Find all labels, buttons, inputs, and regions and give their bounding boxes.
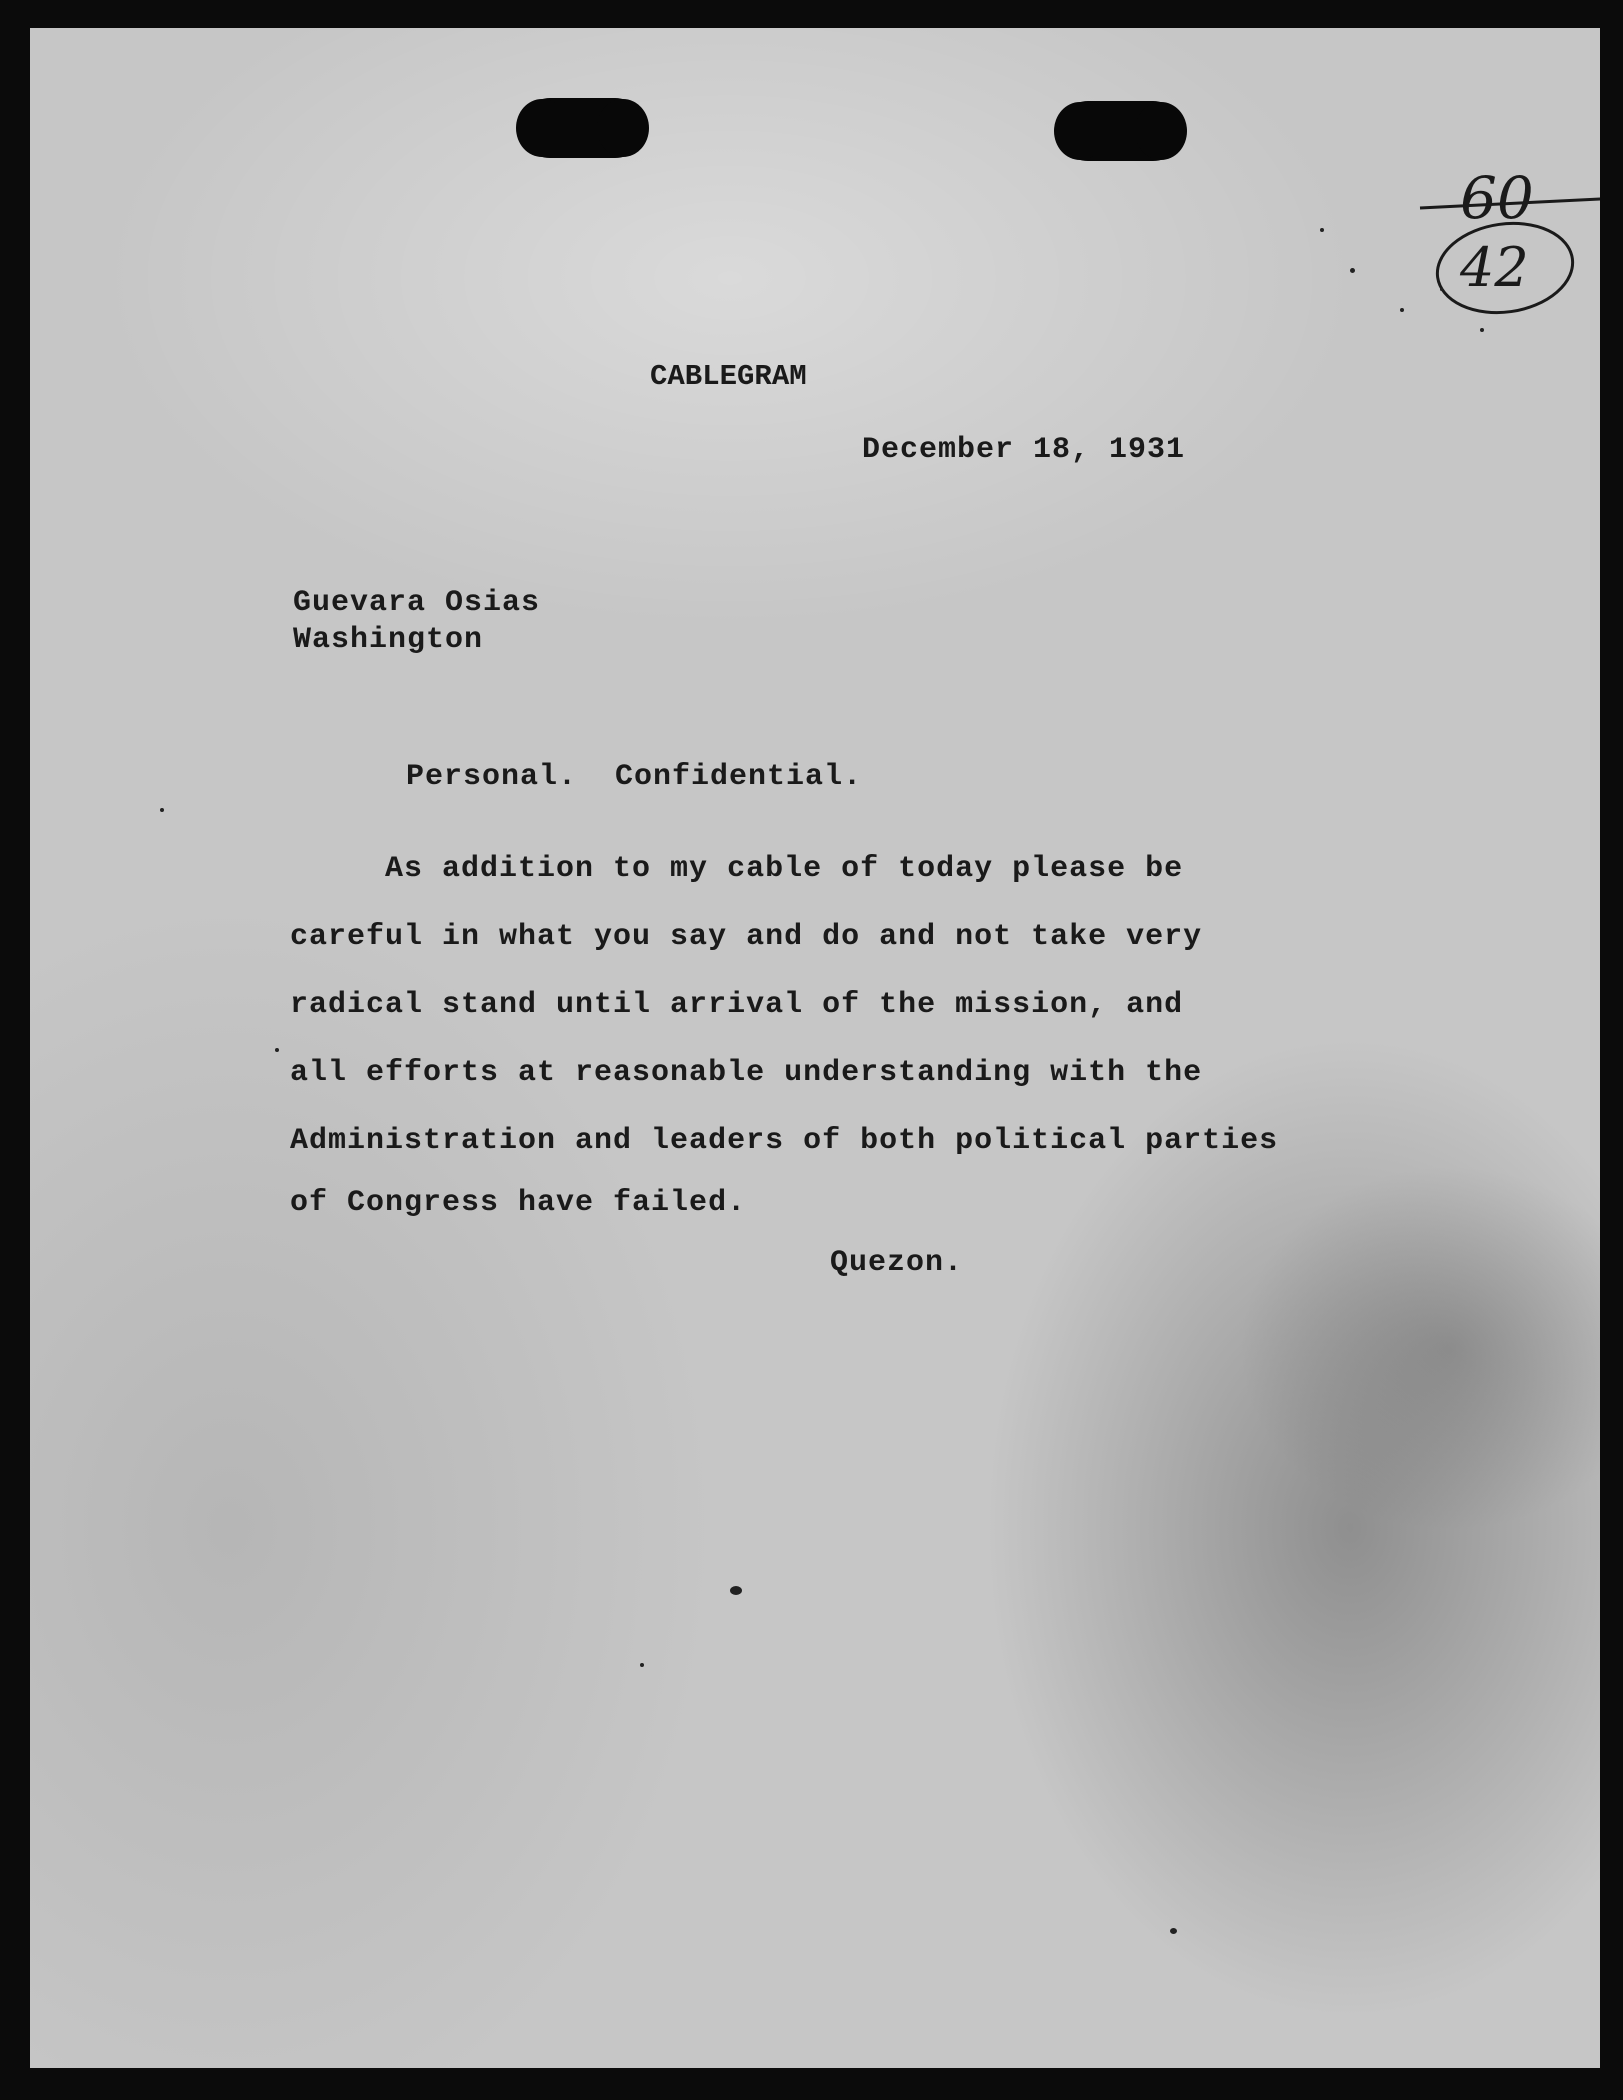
body-line: radical stand until arrival of the mission, and — [290, 988, 1184, 1022]
body-line: careful in what you say and do and not take very — [290, 920, 1203, 954]
recipient-name: Guevara Osias — [293, 586, 541, 620]
signature: Quezon. — [830, 1246, 964, 1280]
body-line: As addition to my cable of today please be — [290, 852, 1184, 886]
punch-hole-left — [520, 98, 645, 158]
circled-page-number: 42 — [1460, 236, 1529, 299]
salutation: Personal. Confidential. — [406, 760, 863, 794]
document-date: December 18, 1931 — [862, 433, 1186, 467]
recipient-place: Washington — [293, 623, 484, 657]
body-line: of Congress have failed. — [290, 1186, 747, 1220]
handwritten-page-number-annotation — [1370, 138, 1600, 338]
body-line: Administration and leaders of both political parties — [290, 1124, 1279, 1158]
struck-page-number: 60 — [1460, 164, 1534, 232]
document-heading: CABLEGRAM — [650, 360, 807, 393]
punch-hole-right — [1058, 101, 1183, 161]
document-page — [30, 28, 1600, 2068]
body-line: all efforts at reasonable understanding with the — [290, 1056, 1203, 1090]
